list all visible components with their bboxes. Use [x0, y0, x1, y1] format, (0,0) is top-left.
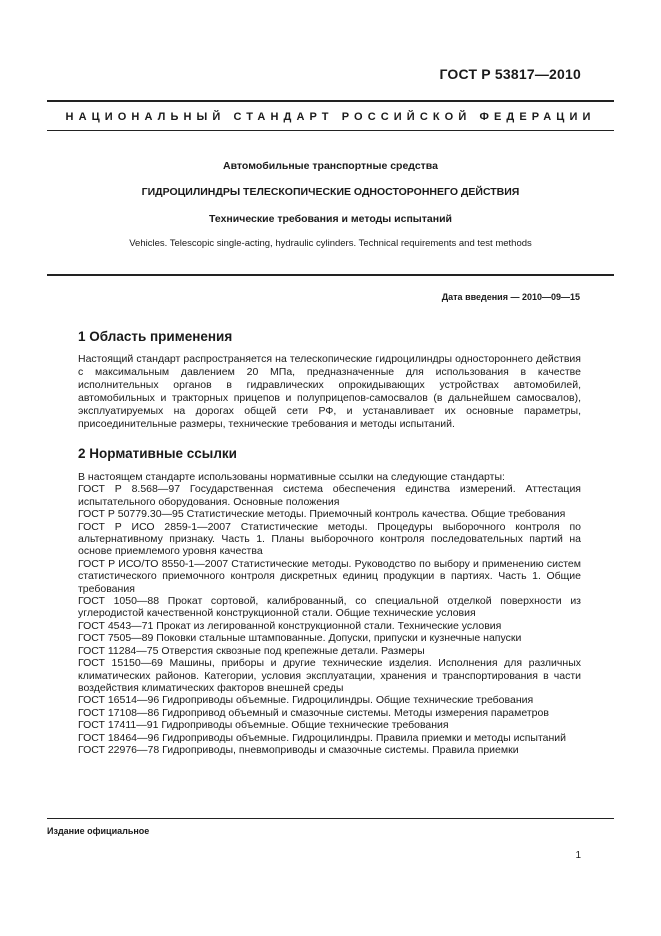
reference-item: ГОСТ 4543—71 Прокат из легированной конструкционной стали. Технические условия	[78, 619, 502, 632]
title-rule	[47, 130, 614, 131]
header-bottom-rule	[47, 274, 614, 276]
document-main-title: ГИДРОЦИЛИНДРЫ ТЕЛЕСКОПИЧЕСКИЕ ОДНОСТОРОННЕГО ДЕЙСТВИЯ	[141, 186, 520, 198]
reference-item: ГОСТ Р 50779.30—95 Статистические методы. Приемочный контроль качества. Общие требования	[78, 508, 566, 521]
effective-date: Дата введения — 2010—09—15	[441, 292, 580, 302]
footer-rule	[47, 818, 614, 819]
reference-item: ГОСТ 17108—86 Гидропривод объемный и смазочные системы. Методы измерения параметров	[78, 706, 549, 719]
reference-item: ГОСТ Р ИСО 2859-1—2007 Статистические методы. Процедуры выборочного контроля по альтернативному признаку. Часть 1. Планы выборочного контроля последовательных партий на основе приемлемого уровня качества	[78, 520, 581, 558]
normative-references-list	[78, 471, 581, 756]
reference-item: ГОСТ 18464—96 Гидроприводы объемные. Гидроцилиндры. Правила приемки и методы испытаний	[78, 731, 567, 744]
section-2-heading: 2 Нормативные ссылки	[78, 446, 237, 461]
reference-item: ГОСТ 1050—88 Прокат сортовой, калиброванный, со специальной отделкой поверхности из углеродистой качественной конструкционной стали. Общие технические условия	[78, 595, 581, 620]
reference-item: ГОСТ Р 8.568—97 Государственная система обеспечения единства измерений. Аттестация испытательного оборудования. Основные положения	[78, 483, 581, 508]
reference-item: ГОСТ 17411—91 Гидроприводы объемные. Общие технические требования	[78, 719, 449, 732]
reference-item: ГОСТ 22976—78 Гидроприводы, пневмоприводы и смазочные системы. Правила приемки	[78, 743, 519, 756]
section-1-heading: 1 Область применения	[78, 329, 233, 344]
reference-item: ГОСТ 16514—96 Гидроприводы объемные. Гидроцилиндры. Общие технические требования	[78, 694, 534, 707]
references-intro: В настоящем стандарте использованы нормативные ссылки на следующие стандарты:	[78, 471, 505, 483]
reference-item: ГОСТ 11284—75 Отверстия сквозные под крепежные детали. Размеры	[78, 644, 425, 657]
reference-item: ГОСТ Р ИСО/ТО 8550-1—2007 Статистические методы. Руководство по выбору и применению систем статистического приемочного контроля дискретных единиц продукции в партиях. Часть 1. Общие требования	[78, 557, 581, 595]
top-rule	[47, 100, 614, 102]
document-subtitle: Автомобильные транспортные средства	[223, 160, 438, 172]
official-edition-label: Издание официальное	[47, 826, 150, 836]
document-requirements-title: Технические требования и методы испытаний	[209, 213, 452, 225]
page-number: 1	[575, 850, 581, 861]
national-standard-title: НАЦИОНАЛЬНЫЙ СТАНДАРТ РОССИЙСКОЙ ФЕДЕРАЦИИ	[65, 111, 596, 123]
section-1-text: Настоящий стандарт распространяется на телескопические гидроцилиндры одностороннего действия с максимальным давлением 20 МПа, предназначенные для использования в качестве исполнительных органов в гидравлических опрокидывающих устройствах автомобилей, автомобильных и тракторных прицепов и полуприцепов-самосвалов (в дальнейшем самосвалов), эксплуатируемых на дорогах общей сети РФ, и устанавливает их основные параметры, присоединительные размеры, технические требования и методы испытаний.	[78, 353, 581, 430]
reference-item: ГОСТ 7505—89 Поковки стальные штампованные. Допуски, припуски и кузнечные напуски	[78, 632, 522, 645]
reference-item: ГОСТ 15150—69 Машины, приборы и другие технические изделия. Исполнения для различных климатических районов. Категории, условия эксплуатации, хранения и транспортирования в части воздействия климатических факторов внешней среды	[78, 657, 581, 694]
gost-number: ГОСТ Р 53817—2010	[439, 66, 581, 82]
english-title: Vehicles. Telescopic single-acting, hydraulic cylinders. Technical requirements and test methods	[129, 238, 532, 249]
